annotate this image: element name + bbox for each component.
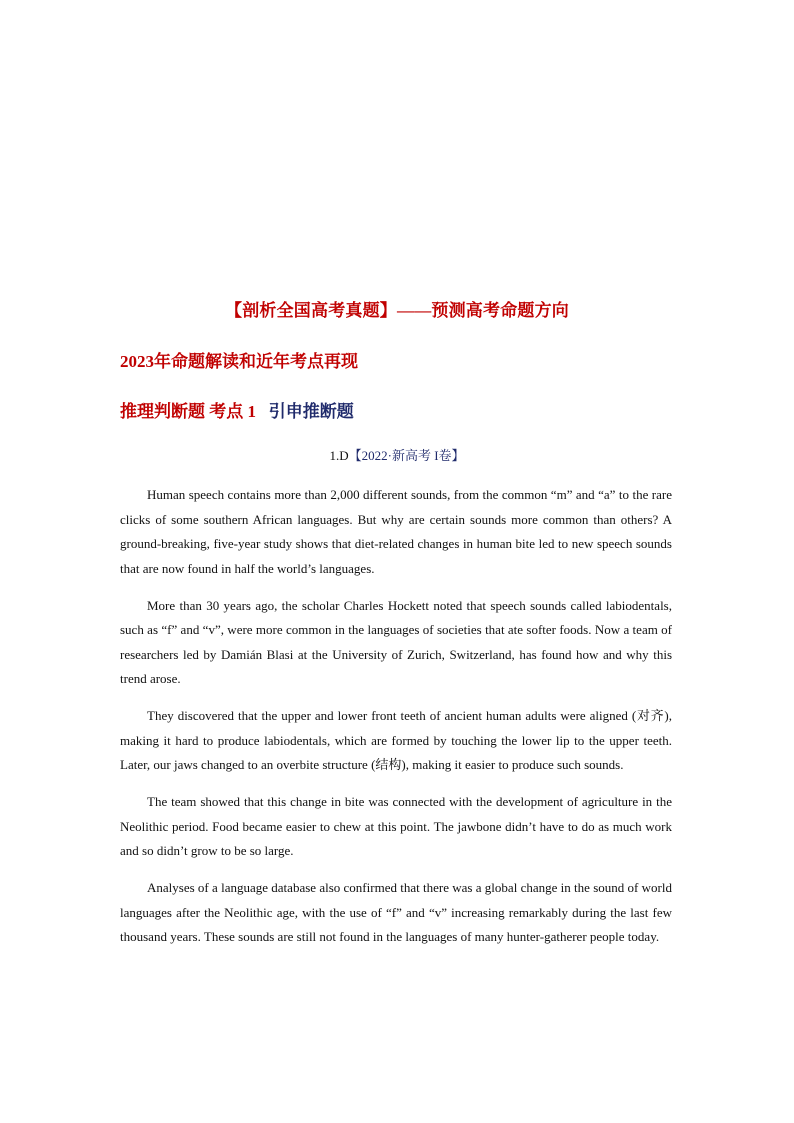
passage-paragraph-3: They discovered that the upper and lower front teeth of ancient human adults were aligned (对齐), making it hard to produce labiodentals, which are formed by touching the lower lip to the upper teeth. Later, our jaws changed to an overbite structure (结构), making it easier to produce such sounds. (120, 708, 672, 772)
passage-paragraph-4: The team showed that this change in bite was connected with the development of agriculture in the Neolithic period. Food became easier to chew at this point. The jawbone didn’t have to do as much work and so didn’t grow to be so large. (120, 794, 672, 858)
reading-passage (120, 483, 672, 962)
question-label (0, 445, 794, 464)
question-source: 【2022·新高考 I卷】 (348, 448, 465, 463)
topic-subcategory: 引申推断题 (268, 402, 354, 421)
passage-paragraph-2: More than 30 years ago, the scholar Charles Hockett noted that speech sounds called labiodentals, such as “f” and “v”, were more common in the languages of societies that ate softer foods. Now a team of researchers led by Damián Blasi at the University of Zurich, Switzerland, has found how and why this trend arose. (120, 597, 672, 686)
passage-paragraph-5: Analyses of a language database also confirmed that there was a global change in the sound of world languages after the Neolithic age, with the use of “f” and “v” increasing remarkably during the last few thousand years. These sounds are still not found in the languages of many hunter-gatherer people today. (120, 880, 672, 944)
topic-title (120, 397, 354, 422)
topic-category: 推理判断题 考点 1 (120, 402, 256, 421)
section-title: 2023年命题解读和近年考点再现 (120, 352, 358, 371)
question-number: 1.D (329, 448, 349, 463)
passage-paragraph-1: Human speech contains more than 2,000 different sounds, from the common “m” and “a” to the rare clicks of some southern African languages. But why are certain sounds more common than others? A ground-breaking, five-year study shows that diet-related changes in human bite led to new speech sounds that are now found in half the world’s languages. (120, 487, 672, 576)
main-title: 【剖析全国高考真题】——预测高考命题方向 (225, 301, 569, 320)
